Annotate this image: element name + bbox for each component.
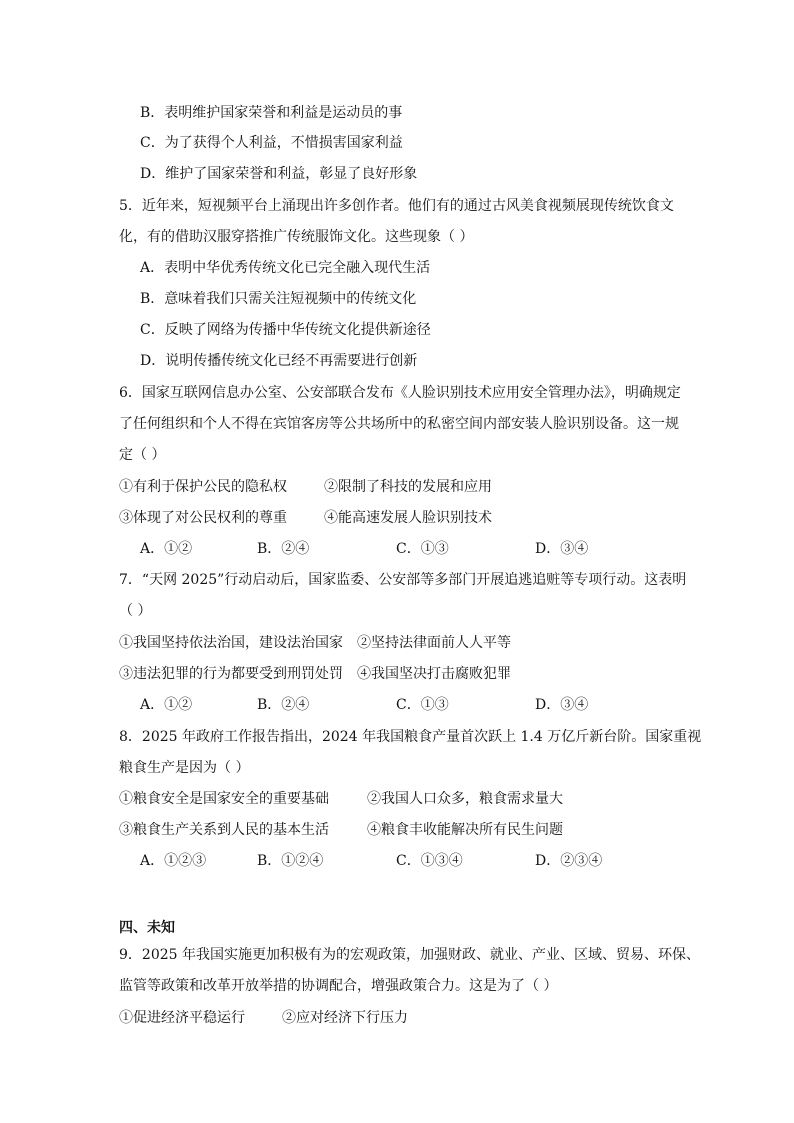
q7-stem-line-1: 7．“天网 2025”行动启动后，国家监委、公安部等多部门开展追逃追赃等专项行动。这表明 — [119, 572, 687, 588]
q4-option-b: B．表明维护国家荣誉和利益是运动员的事 — [140, 105, 403, 121]
q7-choice-d: D．③④ — [535, 697, 589, 713]
q7-choice-a: A．①② — [140, 697, 193, 713]
q7-choice-c: C．①③ — [396, 697, 449, 713]
q7-item-4: ④我国坚决打击腐败犯罪 — [357, 666, 511, 682]
q7-item-2: ②坚持法律面前人人平等 — [357, 635, 511, 651]
q8-choice-d: D．②③④ — [535, 853, 603, 869]
q8-choice-c: C．①③④ — [396, 853, 463, 869]
q6-item-3: ③体现了对公民权利的尊重 — [119, 510, 287, 526]
q8-item-1: ①粮食安全是国家安全的重要基础 — [119, 791, 329, 807]
q6-choice-b: B．②④ — [257, 541, 310, 557]
q8-stem-line-2: 粮食生产是因为（ ） — [119, 760, 250, 776]
q8-item-4: ④粮食丰收能解决所有民生问题 — [367, 822, 563, 838]
q4-option-d: D．维护了国家荣誉和利益，彰显了良好形象 — [140, 166, 418, 182]
q9-item-1: ①促进经济平稳运行 — [119, 1010, 245, 1026]
q7-item-3: ③违法犯罪的行为都要受到刑罚处罚 — [119, 666, 343, 682]
q6-item-1: ①有利于保护公民的隐私权 — [119, 479, 287, 495]
q8-choice-a: A．①②③ — [140, 853, 207, 869]
q9-stem-line-2: 监管等政策和改革开放举措的协调配合，增强政策合力。这是为了（ ） — [119, 978, 558, 994]
q7-stem-line-2: （ ） — [119, 603, 152, 619]
q5-stem-line-2: 化，有的借助汉服穿搭推广传统服饰文化。这些现象（ ） — [119, 229, 474, 245]
q5-option-c: C．反映了网络为传播中华传统文化提供新途径 — [140, 322, 431, 338]
q6-choice-c: C．①③ — [396, 541, 449, 557]
q5-option-b: B．意味着我们只需关注短视频中的传统文化 — [140, 291, 417, 307]
q8-stem-line-1: 8．2025 年政府工作报告指出，2024 年我国粮食产量首次跃上 1.4 万亿斤新台阶。国家重视 — [119, 729, 702, 745]
q6-item-4: ④能高速发展人脸识别技术 — [324, 510, 492, 526]
q6-stem-line-3: 定（ ） — [119, 447, 166, 463]
q9-item-2: ②应对经济下行压力 — [282, 1010, 408, 1026]
q5-option-d: D．说明传播传统文化已经不再需要进行创新 — [140, 353, 418, 369]
q5-option-a: A．表明中华优秀传统文化已完全融入现代生活 — [140, 260, 431, 276]
q6-choice-a: A．①② — [140, 541, 193, 557]
q6-stem-line-1: 6．国家互联网信息办公室、公安部联合发布《人脸识别技术应用安全管理办法》，明确规定 — [119, 385, 681, 401]
q9-stem-line-1: 9．2025 年我国实施更加积极有为的宏观政策，加强财政、就业、产业、区域、贸易、环保、 — [119, 947, 700, 963]
q5-stem-line-1: 5．近年来，短视频平台上涌现出许多创作者。他们有的通过古风美食视频展现传统饮食文 — [119, 198, 674, 214]
q8-item-3: ③粮食生产关系到人民的基本生活 — [119, 822, 329, 838]
q4-option-c: C．为了获得个人利益，不惜损害国家利益 — [140, 135, 403, 151]
section-title: 四、未知 — [119, 920, 175, 936]
q6-choice-d: D．③④ — [535, 541, 589, 557]
q7-item-1: ①我国坚持依法治国，建设法治国家 — [119, 635, 343, 651]
q6-stem-line-2: 了任何组织和个人不得在宾馆客房等公共场所中的私密空间内部安装人脸识别设备。这一规 — [119, 416, 679, 432]
q8-item-2: ②我国人口众多，粮食需求量大 — [367, 791, 563, 807]
q8-choice-b: B．①②④ — [257, 853, 324, 869]
q7-choice-b: B．②④ — [257, 697, 310, 713]
q6-item-2: ②限制了科技的发展和应用 — [324, 479, 492, 495]
